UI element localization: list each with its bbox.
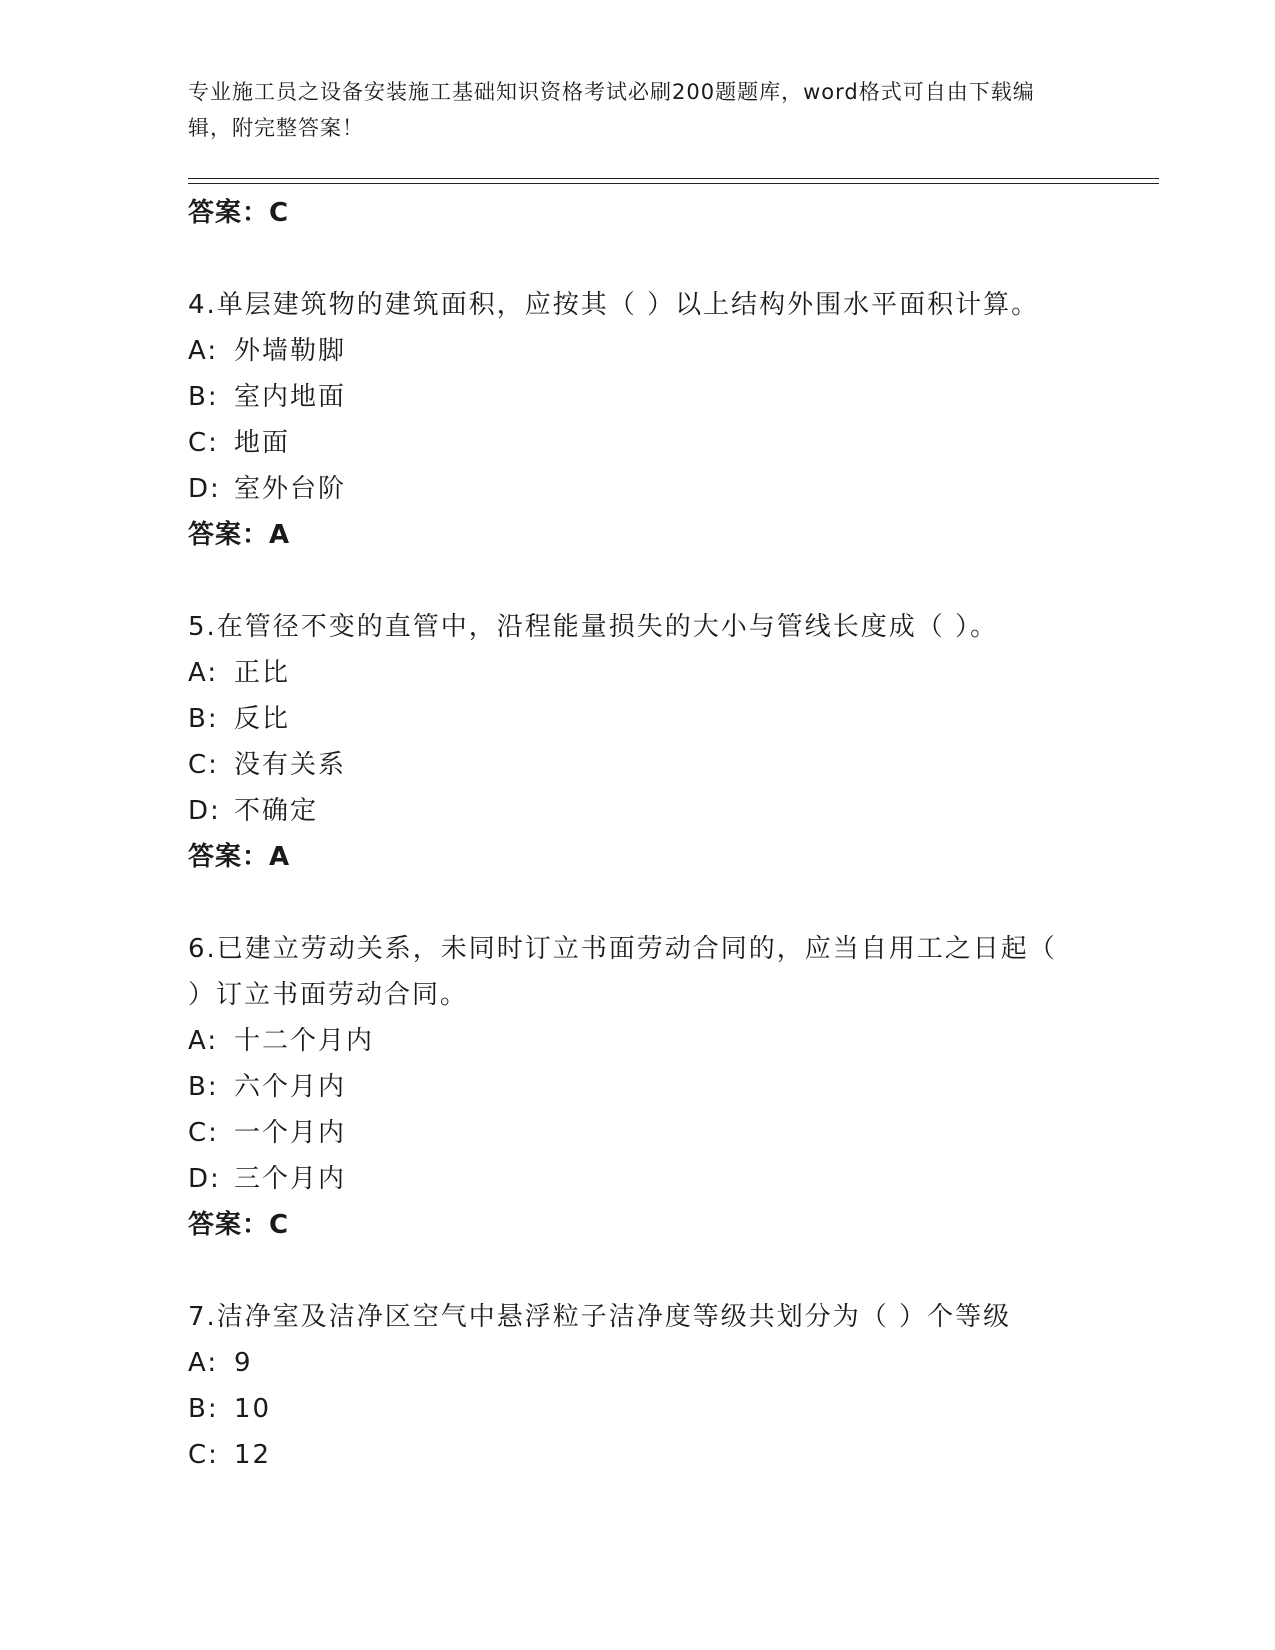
option-label: D: <box>188 796 221 826</box>
option-label: C: <box>188 1440 219 1470</box>
option-b <box>188 374 1088 420</box>
option-label: B: <box>188 1072 219 1102</box>
question-item <box>188 604 1088 880</box>
option-text: 三个月内 <box>234 1164 347 1194</box>
option-text: 十二个月内 <box>234 1026 375 1056</box>
option-a <box>188 328 1088 374</box>
option-label: D: <box>188 474 221 504</box>
option-text: 反比 <box>234 704 291 734</box>
option-label: C: <box>188 1118 219 1148</box>
option-label: A: <box>188 336 219 366</box>
option-text: 不确定 <box>234 796 319 826</box>
answer-line: 答案：C <box>188 1210 290 1240</box>
option-text: 一个月内 <box>234 1118 347 1148</box>
option-label: B: <box>188 382 219 412</box>
option-d <box>188 788 1088 834</box>
question-item <box>188 1294 1088 1478</box>
option-a <box>188 650 1088 696</box>
option-c <box>188 420 1088 466</box>
option-c <box>188 742 1088 788</box>
question-text: 4.单层建筑物的建筑面积，应按其（ ）以上结构外围水平面积计算。 <box>188 290 1040 320</box>
option-label: B: <box>188 704 219 734</box>
option-label: C: <box>188 750 219 780</box>
answer-line: 答案：A <box>188 520 291 550</box>
question-item <box>188 282 1088 558</box>
option-text: 10 <box>234 1394 272 1424</box>
document-title: 专业施工员之设备安装施工基础知识资格考试必刷200题题库，word格式可自由下载编辑，附完整答案！ <box>188 80 1035 140</box>
option-b <box>188 1064 1088 1110</box>
option-text: 正比 <box>234 658 291 688</box>
question-list <box>188 190 1088 1478</box>
option-a <box>188 1340 1088 1386</box>
answer-line: 答案：C <box>188 198 290 228</box>
option-text: 没有关系 <box>234 750 347 780</box>
option-text: 室内地面 <box>234 382 347 412</box>
option-text: 9 <box>234 1348 253 1378</box>
question-text: 5.在管径不变的直管中，沿程能量损失的大小与管线长度成（ ）。 <box>188 612 999 642</box>
question-text: 7.洁净室及洁净区空气中悬浮粒子洁净度等级共划分为（ ）个等级 <box>188 1302 1012 1332</box>
option-b <box>188 1386 1088 1432</box>
answer-line: 答案：A <box>188 842 291 872</box>
option-text: 室外台阶 <box>234 474 347 504</box>
option-a <box>188 1018 1088 1064</box>
option-label: A: <box>188 1026 219 1056</box>
option-d <box>188 1156 1088 1202</box>
option-text: 12 <box>234 1440 272 1470</box>
question-text: 6.已建立劳动关系，未同时订立书面劳动合同的，应当自用工之日起（ ）订立书面劳动合同。 <box>188 934 1057 1010</box>
question-item <box>188 926 1088 1248</box>
option-label: B: <box>188 1394 219 1424</box>
option-b <box>188 696 1088 742</box>
option-label: A: <box>188 1348 219 1378</box>
option-label: A: <box>188 658 219 688</box>
option-label: C: <box>188 428 219 458</box>
option-label: D: <box>188 1164 221 1194</box>
option-text: 外墙勒脚 <box>234 336 347 366</box>
option-c <box>188 1432 1088 1478</box>
option-text: 地面 <box>234 428 291 458</box>
option-text: 六个月内 <box>234 1072 347 1102</box>
option-d <box>188 466 1088 512</box>
option-c <box>188 1110 1088 1156</box>
header-divider <box>188 178 1159 184</box>
document-header <box>188 74 1068 146</box>
